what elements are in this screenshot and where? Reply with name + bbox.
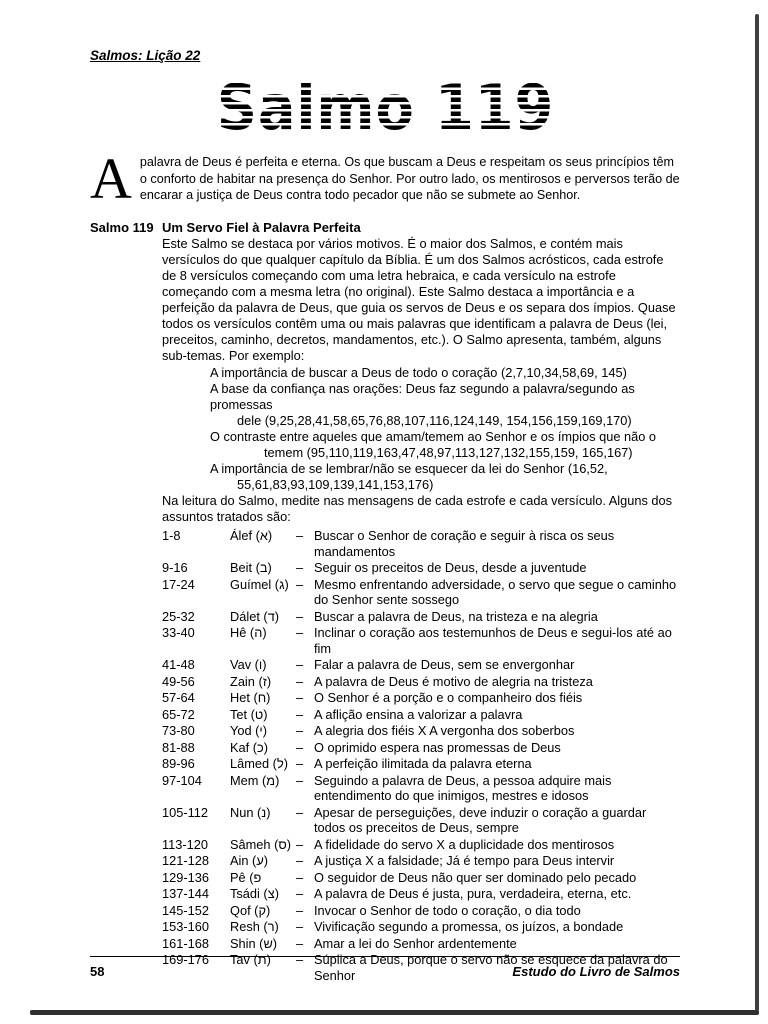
stanza-row [162, 674, 680, 690]
stanza-row [162, 707, 680, 723]
stanza-description-cell: O seguidor de Deus não quer ser dominado pelo pecado [314, 869, 637, 885]
subtheme-line: A importância de se lembrar/não se esquecer da lei do Senhor (16,52, [210, 461, 608, 477]
hebrew-letter-cell: Kaf (כ) [230, 739, 269, 755]
dash-cell: – [296, 919, 304, 935]
stanza-description-cell: A fidelidade do servo X a duplicidade dos mentirosos [314, 836, 615, 852]
intro-paragraph [90, 146, 680, 211]
stanza-description-cell: Apesar de perseguições, deve induzir o coração a guardar todos os preceitos de Deus, sempre [314, 804, 647, 836]
dash-cell: – [296, 560, 304, 576]
stanza-description-cell: Vivificação segundo a promessa, os juízos, a bondade [314, 919, 624, 935]
dash-cell: – [296, 625, 304, 641]
psalm-title: Salmo 119 [216, 71, 554, 144]
subtheme-line: A base da confiança nas orações: Deus faz segundo a palavra/segundo as promessas [210, 380, 635, 412]
stanza-description-cell: Súplica a Deus, porque o servo não se esquece da palavra do Senhor [314, 952, 668, 983]
stanza-row [162, 837, 680, 853]
verse-range-cell: 153-160 [162, 919, 209, 935]
page-number: 58 [90, 964, 105, 979]
dash-cell: – [296, 836, 304, 852]
dash-cell: – [296, 690, 304, 706]
hebrew-letter-cell: Guímel (ג) [230, 576, 289, 592]
subtheme-line: dele (9,25,28,41,58,65,76,88,107,116,124,149, 154,156,159,169,170) [237, 412, 632, 428]
stanza-row [162, 756, 680, 772]
verse-range-cell: 129-136 [162, 869, 209, 885]
dash-cell: – [296, 935, 304, 951]
stanza-row [162, 886, 680, 902]
verse-range-cell: 73-80 [162, 723, 195, 739]
stanza-description-cell: Invocar o Senhor de todo o coração, o dia todo [314, 902, 581, 918]
hebrew-letter-cell: Resh (ר) [230, 919, 279, 935]
verse-range-cell: 105-112 [162, 804, 209, 820]
dash-cell: – [296, 576, 304, 592]
stanza-description-cell: Amar a lei do Senhor ardentemente [314, 935, 517, 951]
stanza-row [162, 609, 680, 625]
stanza-description-cell: O Senhor é a porção e o companheiro dos fiéis [314, 690, 583, 706]
section-body: Este Salmo se destaca por vários motivos. É o maior dos Salmos, e contém mais versículos do que qualquer capítulo da Bíblia. É um dos Salmos acrósticos, cada estrofe de 8 versículos começando com uma letra hebraica, e cada versículo na estrofe começando com a mesma letra (no original). Este Salmo destaca a importância e a perfeição da palavra de Deus, que guia os servos de Deus e os separa dos ímpios. Quase todos os versículos contêm uma ou mais palavras que identificam a palavra de Deus (lei, preceitos, caminho, decretos, mandamentos, etc.). O Salmo apresenta, também, alguns sub-temas. Por exemplo: [162, 235, 676, 364]
stanza-row [162, 625, 680, 656]
hebrew-letter-cell: Pê (פ [230, 869, 262, 885]
hebrew-letter-cell: Nun (נ) [230, 804, 271, 820]
stanza-description-cell: Buscar a palavra de Deus, na tristeza e na alegria [314, 608, 598, 624]
hebrew-letter-cell: Sâmeh (ס) [230, 836, 292, 852]
dash-cell: – [296, 723, 304, 739]
section-label: Salmo 119 [90, 219, 154, 235]
section-heading: Um Servo Fiel à Palavra Perfeita [162, 219, 361, 235]
subtheme-line: O contraste entre aqueles que amam/temem ao Senhor e os ímpios que não o [210, 428, 657, 444]
stanza-description-cell: A palavra de Deus é motivo de alegria na tristeza [314, 673, 593, 689]
stanza-row [162, 773, 680, 804]
verse-range-cell: 137-144 [162, 886, 209, 902]
stanza-row [162, 805, 680, 836]
stanza-row [162, 690, 680, 706]
stanza-description-cell: Mesmo enfrentando adversidade, o servo que segue o caminho do Senhor sente sossego [314, 576, 677, 608]
hebrew-letter-cell: Qof (ק) [230, 902, 271, 918]
hebrew-letter-cell: Álef (א) [230, 528, 273, 544]
verse-range-cell: 169-176 [162, 952, 209, 968]
stanza-description-cell: Inclinar o coração aos testemunhos de Deus e segui-los até ao fim [314, 625, 672, 656]
subtheme-list [210, 365, 680, 494]
verse-range-cell: 121-128 [162, 853, 209, 869]
dash-cell: – [296, 706, 304, 722]
stanza-row [162, 723, 680, 739]
hebrew-letter-cell: Beit (ב) [230, 560, 272, 576]
stanza-description-cell: Falar a palavra de Deus, sem se envergonhar [314, 657, 575, 673]
subtheme-line: 55,61,83,93,109,139,141,153,176) [237, 477, 434, 493]
dash-cell: – [296, 886, 304, 902]
dash-cell: – [296, 657, 304, 673]
leadin-text: Na leitura do Salmo, medite nas mensagens de cada estrofe e cada versículo. Alguns dos assuntos tratados são: [162, 493, 673, 525]
hebrew-letter-cell: Yod (י) [230, 723, 268, 739]
hebrew-letter-cell: Mem (מ) [230, 772, 280, 788]
stanza-description-cell: A alegria dos fiéis X A vergonha dos soberbos [314, 723, 575, 739]
stanza-row [162, 870, 680, 886]
verse-range-cell: 9-16 [162, 560, 188, 576]
book-title: Estudo do Livro de Salmos [512, 964, 680, 979]
subtheme-line: temem (95,110,119,163,47,48,97,113,127,132,155,159, 165,167) [264, 445, 633, 460]
dash-cell: – [296, 608, 304, 624]
stanza-description-cell: O oprimido espera nas promessas de Deus [314, 739, 561, 755]
drop-cap: A [90, 146, 132, 211]
verse-range-cell: 57-64 [162, 690, 195, 706]
dash-cell: – [296, 528, 304, 544]
page-footer [90, 956, 680, 980]
hebrew-letter-cell: Tsádi (צ) [230, 886, 279, 902]
hebrew-letter-cell: Tet (ט) [230, 706, 268, 722]
stanza-description-cell: A justiça X a falsidade; Já é tempo para Deus intervir [314, 853, 615, 869]
hebrew-letter-cell: Shin (ש) [230, 935, 278, 951]
hebrew-letter-cell: Ain (ע) [230, 853, 269, 869]
dash-cell: – [296, 756, 304, 772]
dash-cell: – [296, 739, 304, 755]
stanza-description-cell: A perfeição ilimitada da palavra eterna [314, 756, 532, 772]
dash-cell: – [296, 853, 304, 869]
scan-edge-bottom-artifact [30, 1010, 759, 1015]
stanza-description-cell: A palavra de Deus é justa, pura, verdadeira, eterna, etc. [314, 886, 632, 902]
dash-cell: – [296, 673, 304, 689]
dash-cell: – [296, 772, 304, 788]
hebrew-letter-cell: Zain (ז) [230, 673, 272, 689]
stanza-row [162, 577, 680, 608]
verse-range-cell: 49-56 [162, 673, 195, 689]
verse-range-cell: 113-120 [162, 836, 209, 852]
stanza-description-cell: Buscar o Senhor de coração e seguir à risca os seus mandamentos [314, 528, 615, 559]
stanza-row [162, 903, 680, 919]
stanza-row [162, 936, 680, 952]
hebrew-letter-cell: Hê (ה) [230, 625, 267, 641]
verse-range-cell: 1-8 [162, 528, 181, 544]
verse-range-cell: 81-88 [162, 739, 195, 755]
page-content [90, 0, 680, 984]
subtheme-line: A importância de buscar a Deus de todo o coração (2,7,10,34,58,69, 145) [210, 364, 627, 380]
verse-range-cell: 145-152 [162, 902, 209, 918]
hebrew-letter-cell: Het (ח) [230, 690, 271, 706]
stanza-table [162, 528, 680, 983]
stanza-row [162, 853, 680, 869]
dash-cell: – [296, 902, 304, 918]
stanza-row [162, 657, 680, 673]
stanza-row [162, 740, 680, 756]
dash-cell: – [296, 804, 304, 820]
hebrew-letter-cell: Vav (ו) [230, 657, 267, 673]
stanza-row [162, 919, 680, 935]
verse-range-cell: 33-40 [162, 625, 195, 641]
dash-cell: – [296, 952, 304, 968]
verse-range-cell: 17-24 [162, 576, 195, 592]
verse-range-cell: 41-48 [162, 657, 195, 673]
hebrew-letter-cell: Lâmed (ל) [230, 756, 288, 772]
hebrew-letter-cell: Tav (ת) [230, 952, 271, 968]
verse-range-cell: 97-104 [162, 772, 202, 788]
section-heading-row [90, 220, 680, 236]
stanza-description-cell: A aflição ensina a valorizar a palavra [314, 706, 523, 722]
dash-cell: – [296, 869, 304, 885]
intro-text: palavra de Deus é perfeita e eterna. Os que buscam a Deus e respeitam os seus princípios têm o conforto de habitar na presença do Senhor. Por outro lado, os mentirosos e perversos terão de encarar a justiça de Deus contra todo pecador que não se submete ao Senhor. [139, 155, 680, 203]
hebrew-letter-cell: Dálet (ד) [230, 608, 280, 624]
lesson-header: Salmos: Lição 22 [90, 48, 201, 63]
scan-edge-right-artifact [755, 14, 759, 1011]
title-block [90, 71, 680, 144]
stanza-description-cell: Seguir os preceitos de Deus, desde a juventude [314, 560, 587, 576]
verse-range-cell: 161-168 [162, 935, 209, 951]
verse-range-cell: 89-96 [162, 756, 195, 772]
stanza-row [162, 528, 680, 559]
verse-range-cell: 65-72 [162, 706, 195, 722]
verse-range-cell: 25-32 [162, 608, 195, 624]
stanza-row [162, 560, 680, 576]
stanza-description-cell: Seguindo a palavra de Deus, a pessoa adquire mais entendimento do que inimigos, mestres e idosos [314, 772, 612, 804]
